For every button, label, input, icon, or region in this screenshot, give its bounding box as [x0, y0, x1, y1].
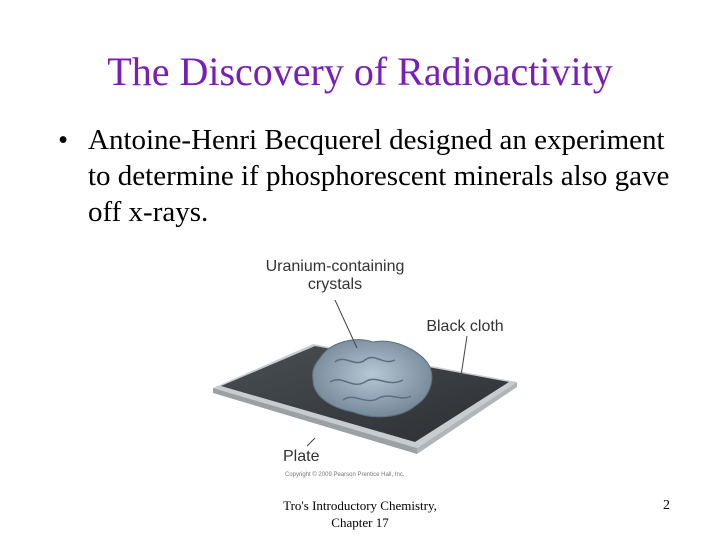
cloth-pointer: [461, 336, 467, 376]
label-crystals: [245, 258, 425, 294]
slide-title: The Discovery of Radioactivity: [107, 49, 613, 94]
label-black-cloth: Black cloth: [426, 318, 504, 335]
footer-line2: Chapter 17: [331, 515, 389, 530]
label-crystals-line2: crystals: [307, 276, 363, 293]
figure-copyright: Copyright © 2009 Pearson Prentice Hall, Inc.: [285, 472, 405, 478]
footer-citation: [250, 497, 470, 531]
label-plate: Plate: [283, 448, 320, 465]
footer-line1: Tro's Introductory Chemistry,: [283, 498, 437, 513]
bullet-text: Antoine-Henri Becquerel designed an experiment to determine if phosphorescent minerals also gave off x-rays.: [88, 124, 670, 228]
becquerel-experiment-figure: [205, 250, 520, 490]
label-crystals-line1: Uranium-containing: [265, 258, 405, 275]
bullet-dot: •: [58, 124, 69, 156]
plate-pointer: [307, 438, 315, 446]
page-number: 2: [663, 498, 670, 513]
